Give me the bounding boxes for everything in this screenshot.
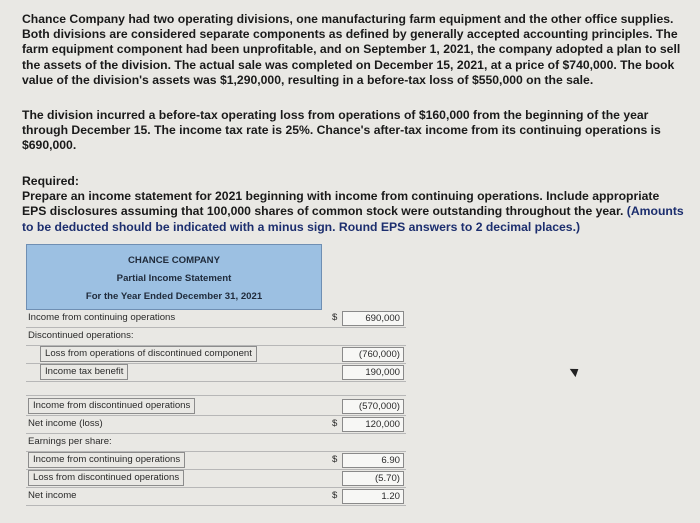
row-income-continuing [26,310,406,328]
income-statement-table [26,244,406,510]
statement-title: Partial Income Statement [116,273,232,284]
row-eps-discontinued [26,470,406,488]
row-loss-discontinued-component [26,346,406,364]
row-label: Discontinued operations: [28,330,134,341]
currency-symbol: $ [332,418,338,429]
statement-header [26,244,322,310]
row-income-tax-benefit [26,364,406,382]
required-note: (Amounts to be deducted should be indicated with a minus sign. Round EPS answers to 2 decimal places.) [22,204,684,234]
row-discontinued-header [26,328,406,346]
loss-component-input[interactable]: (760,000) [342,347,404,362]
income-discontinued-input[interactable]: (570,000) [342,399,404,414]
required-text: Prepare an income statement for 2021 beginning with income from continuing operations. Include appropriate EPS disclosures assuming that 100,000 shares of common stock were outstanding throughout the year. [22,189,660,219]
required-section [22,174,684,235]
currency-symbol: $ [332,490,338,501]
statement-period: For the Year Ended December 31, 2021 [85,291,263,302]
row-label[interactable]: Loss from operations of discontinued component [40,346,257,362]
row-net-income-loss [26,416,406,434]
currency-symbol: $ [332,454,338,465]
row-label[interactable]: Income from continuing operations [28,452,185,468]
row-label[interactable]: Income tax benefit [40,364,128,380]
row-label: Income from continuing operations [28,312,176,323]
row-label: Earnings per share: [28,436,112,447]
row-income-discontinued [26,398,406,416]
company-name: CHANCE COMPANY [127,255,221,266]
eps-continuing-input[interactable]: 6.90 [342,453,404,468]
row-eps-header [26,434,406,452]
blank-row [26,382,406,396]
row-label[interactable]: Loss from discontinued operations [28,470,184,486]
row-eps-continuing [26,452,406,470]
problem-paragraph-1: Chance Company had two operating divisions, one manufacturing farm equipment and the other office supplies. Both divisions are considered separate components as defined by generally accepted accounting principles. The farm equipment component had been unprofitable, and on September 1, 2021, the company adopted a plan to sell the assets of the division. The actual sale was completed on December 15, 2021, at a price of $740,000. The book value of the division's assets was $1,290,000, resulting in a before-tax loss of $550,000 on the sale. [22,12,681,87]
income-continuing-input[interactable]: 690,000 [342,311,404,326]
net-income-loss-input[interactable]: 120,000 [342,417,404,432]
eps-discontinued-input[interactable]: (5.70) [342,471,404,486]
required-title: Required: [22,174,79,188]
tax-benefit-input[interactable]: 190,000 [342,365,404,380]
eps-net-income-input[interactable]: 1.20 [342,489,404,504]
row-eps-net-income [26,488,406,506]
row-label: Net income [28,490,77,501]
problem-paragraph-2: The division incurred a before-tax operating loss from operations of $160,000 from the beginning of the year through December 15. The income tax rate is 25%. Chance's after-tax income from its continuing operations is $690,000. [22,108,661,153]
row-label[interactable]: Income from discontinued operations [28,398,195,414]
row-label: Net income (loss) [28,418,103,429]
currency-symbol: $ [332,312,338,323]
mouse-cursor-icon [570,365,581,377]
